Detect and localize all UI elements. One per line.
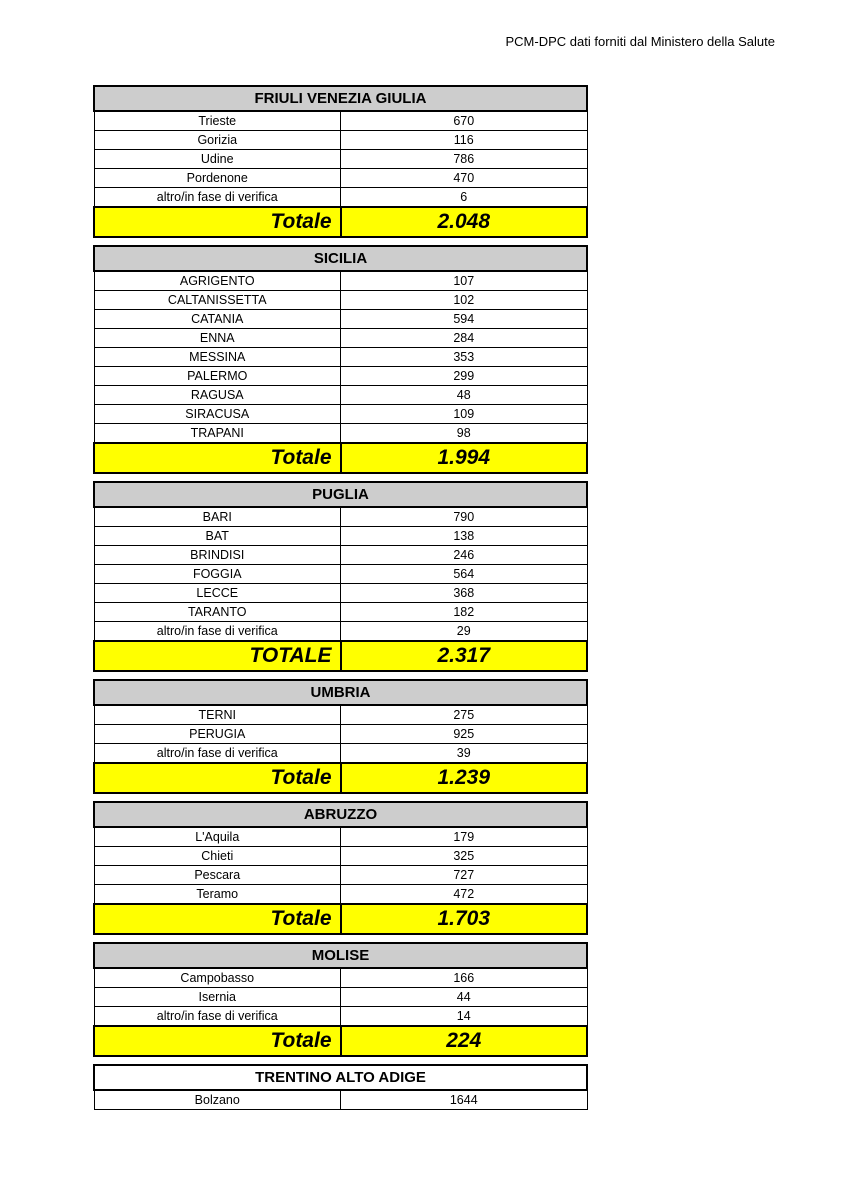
total-label: Totale: [94, 443, 341, 473]
total-row: [94, 763, 587, 793]
total-row: [94, 443, 587, 473]
table-row: [94, 329, 587, 348]
region-table: [93, 942, 588, 1057]
total-row: [94, 641, 587, 671]
province-name: Pescara: [94, 866, 341, 885]
province-name: altro/in fase di verifica: [94, 744, 341, 764]
province-name: BRINDISI: [94, 546, 341, 565]
province-name: Bolzano: [94, 1090, 341, 1110]
case-count: 925: [341, 725, 588, 744]
province-name: Udine: [94, 150, 341, 169]
table-row: [94, 546, 587, 565]
province-name: Teramo: [94, 885, 341, 905]
case-count: 102: [341, 291, 588, 310]
case-count: 48: [341, 386, 588, 405]
case-count: 594: [341, 310, 588, 329]
case-count: 727: [341, 866, 588, 885]
table-row: [94, 847, 587, 866]
table-row: [94, 725, 587, 744]
case-count: 353: [341, 348, 588, 367]
table-row: [94, 310, 587, 329]
total-value: 1.239: [341, 763, 588, 793]
total-value: 2.317: [341, 641, 588, 671]
province-name: CALTANISSETTA: [94, 291, 341, 310]
region-header-row: [94, 802, 587, 827]
region-name: ABRUZZO: [94, 802, 587, 827]
region-name: UMBRIA: [94, 680, 587, 705]
case-count: 472: [341, 885, 588, 905]
case-count: 44: [341, 988, 588, 1007]
total-value: 224: [341, 1026, 588, 1056]
total-label: Totale: [94, 207, 341, 237]
case-count: 299: [341, 367, 588, 386]
total-label: Totale: [94, 763, 341, 793]
case-count: 107: [341, 271, 588, 291]
table-row: [94, 169, 587, 188]
region-name: FRIULI VENEZIA GIULIA: [94, 86, 587, 111]
region-name: MOLISE: [94, 943, 587, 968]
province-name: altro/in fase di verifica: [94, 1007, 341, 1027]
page-header: PCM-DPC dati forniti dal Ministero della Salute: [505, 34, 775, 49]
region-header-row: [94, 943, 587, 968]
case-count: 275: [341, 705, 588, 725]
province-name: PALERMO: [94, 367, 341, 386]
total-value: 1.703: [341, 904, 588, 934]
case-count: 6: [341, 188, 588, 208]
case-count: 790: [341, 507, 588, 527]
province-name: Trieste: [94, 111, 341, 131]
table-row: [94, 348, 587, 367]
province-name: altro/in fase di verifica: [94, 622, 341, 642]
province-name: TARANTO: [94, 603, 341, 622]
table-row: [94, 527, 587, 546]
province-name: PERUGIA: [94, 725, 341, 744]
table-row: [94, 622, 587, 642]
region-tables: [93, 85, 588, 1117]
province-name: AGRIGENTO: [94, 271, 341, 291]
region-header-row: [94, 86, 587, 111]
table-row: [94, 291, 587, 310]
case-count: 39: [341, 744, 588, 764]
table-row: [94, 424, 587, 444]
table-row: [94, 584, 587, 603]
table-row: [94, 827, 587, 847]
province-name: FOGGIA: [94, 565, 341, 584]
region-table: [93, 1064, 588, 1110]
table-row: [94, 1007, 587, 1027]
region-table: [93, 481, 588, 672]
case-count: 786: [341, 150, 588, 169]
province-name: Chieti: [94, 847, 341, 866]
table-row: [94, 885, 587, 905]
case-count: 470: [341, 169, 588, 188]
province-name: Campobasso: [94, 968, 341, 988]
province-name: BAT: [94, 527, 341, 546]
province-name: Pordenone: [94, 169, 341, 188]
province-name: altro/in fase di verifica: [94, 188, 341, 208]
region-name: PUGLIA: [94, 482, 587, 507]
table-row: [94, 744, 587, 764]
region-name: SICILIA: [94, 246, 587, 271]
region-header-row: [94, 680, 587, 705]
table-row: [94, 111, 587, 131]
table-row: [94, 705, 587, 725]
case-count: 14: [341, 1007, 588, 1027]
province-name: CATANIA: [94, 310, 341, 329]
region-table: [93, 679, 588, 794]
table-row: [94, 1090, 587, 1110]
region-table: [93, 85, 588, 238]
table-row: [94, 988, 587, 1007]
province-name: ENNA: [94, 329, 341, 348]
total-label: TOTALE: [94, 641, 341, 671]
case-count: 182: [341, 603, 588, 622]
case-count: 98: [341, 424, 588, 444]
table-row: [94, 866, 587, 885]
table-row: [94, 131, 587, 150]
table-row: [94, 968, 587, 988]
province-name: RAGUSA: [94, 386, 341, 405]
table-row: [94, 405, 587, 424]
region-header-row: [94, 246, 587, 271]
case-count: 1644: [341, 1090, 588, 1110]
province-name: SIRACUSA: [94, 405, 341, 424]
case-count: 29: [341, 622, 588, 642]
table-row: [94, 565, 587, 584]
case-count: 138: [341, 527, 588, 546]
province-name: TRAPANI: [94, 424, 341, 444]
province-name: TERNI: [94, 705, 341, 725]
case-count: 325: [341, 847, 588, 866]
region-header-row: [94, 1065, 587, 1090]
case-count: 116: [341, 131, 588, 150]
case-count: 284: [341, 329, 588, 348]
table-row: [94, 188, 587, 208]
case-count: 564: [341, 565, 588, 584]
province-name: BARI: [94, 507, 341, 527]
total-row: [94, 1026, 587, 1056]
province-name: L'Aquila: [94, 827, 341, 847]
case-count: 179: [341, 827, 588, 847]
province-name: MESSINA: [94, 348, 341, 367]
region-header-row: [94, 482, 587, 507]
total-value: 2.048: [341, 207, 588, 237]
case-count: 109: [341, 405, 588, 424]
province-name: Gorizia: [94, 131, 341, 150]
case-count: 166: [341, 968, 588, 988]
case-count: 246: [341, 546, 588, 565]
total-label: Totale: [94, 1026, 341, 1056]
table-row: [94, 271, 587, 291]
table-row: [94, 367, 587, 386]
region-table: [93, 245, 588, 474]
table-row: [94, 507, 587, 527]
table-row: [94, 150, 587, 169]
region-name: TRENTINO ALTO ADIGE: [94, 1065, 587, 1090]
province-name: Isernia: [94, 988, 341, 1007]
region-table: [93, 801, 588, 935]
total-value: 1.994: [341, 443, 588, 473]
total-label: Totale: [94, 904, 341, 934]
province-name: LECCE: [94, 584, 341, 603]
case-count: 670: [341, 111, 588, 131]
total-row: [94, 904, 587, 934]
table-row: [94, 603, 587, 622]
table-row: [94, 386, 587, 405]
case-count: 368: [341, 584, 588, 603]
total-row: [94, 207, 587, 237]
